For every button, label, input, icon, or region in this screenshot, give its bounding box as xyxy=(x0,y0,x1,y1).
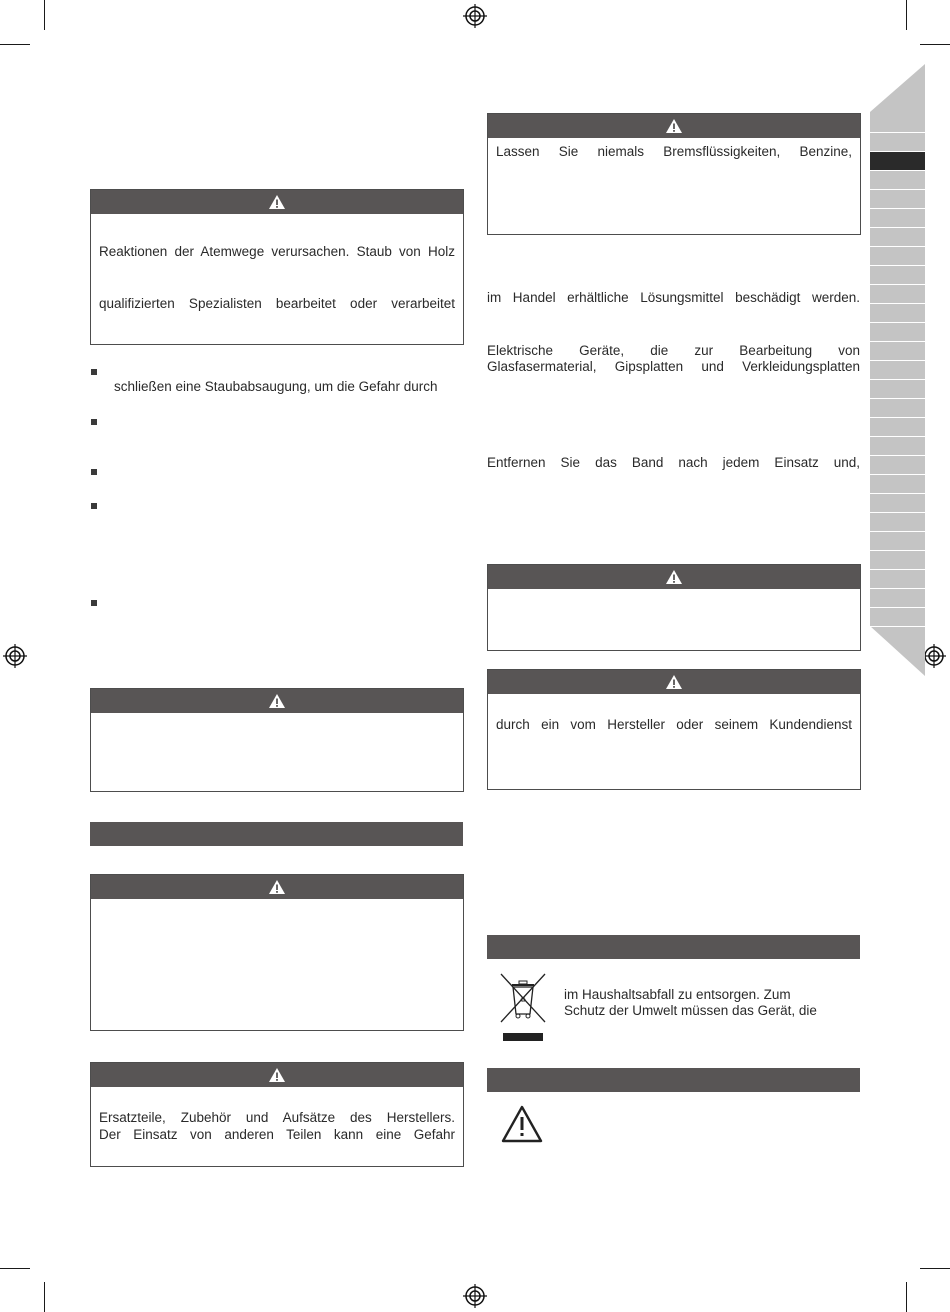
side-tab[interactable] xyxy=(870,475,925,494)
warning-header xyxy=(91,689,463,713)
body-paragraph xyxy=(487,343,860,375)
disposal-text-line: im Haushaltsabfall zu entsorgen. Zum xyxy=(564,987,791,1002)
side-tab[interactable] xyxy=(870,570,925,589)
bullet-text: schließen eine Staubabsaugung, um die Gefahr durch xyxy=(114,379,438,394)
warning-triangle-icon xyxy=(268,693,286,709)
side-tab[interactable] xyxy=(870,399,925,418)
crossed-bin-icon xyxy=(497,970,549,1044)
side-tab[interactable] xyxy=(870,456,925,475)
warning-body xyxy=(488,143,860,160)
body-paragraph: Entfernen Sie das Band nach jedem Einsatz und, xyxy=(487,455,860,470)
warning-text-line: qualifizierten Spezialisten bearbeitet oder verarbeitet xyxy=(99,296,455,311)
side-tab[interactable] xyxy=(870,285,925,304)
side-tab[interactable] xyxy=(870,304,925,323)
warning-triangle-icon xyxy=(268,879,286,895)
crop-mark xyxy=(0,1268,30,1269)
warning-body xyxy=(488,716,860,733)
side-tab[interactable] xyxy=(870,228,925,247)
warning-box xyxy=(90,688,464,792)
side-tab[interactable] xyxy=(870,247,925,266)
warning-box xyxy=(487,669,861,790)
side-tab[interactable] xyxy=(870,589,925,608)
registration-mark-icon xyxy=(922,644,946,668)
warning-triangle-icon xyxy=(665,569,683,585)
side-tab-bottom-arrow xyxy=(870,626,925,676)
warning-text-line: Reaktionen der Atemwege verursachen. Staub von Holz xyxy=(99,244,455,259)
warning-body xyxy=(91,1109,463,1143)
side-tab[interactable] xyxy=(870,114,925,133)
side-tab-active[interactable] xyxy=(870,152,925,171)
crop-mark xyxy=(44,0,45,30)
crop-mark xyxy=(0,44,30,45)
side-tab[interactable] xyxy=(870,190,925,209)
bullet-marker xyxy=(91,600,97,606)
side-tab[interactable] xyxy=(870,209,925,228)
warning-header xyxy=(488,565,860,589)
warning-box xyxy=(90,1062,464,1167)
bullet-marker xyxy=(91,419,97,425)
side-tab[interactable] xyxy=(870,266,925,285)
side-tab[interactable] xyxy=(870,608,925,627)
side-tab[interactable] xyxy=(870,133,925,152)
warning-header xyxy=(91,190,463,214)
bullet-marker xyxy=(91,369,97,375)
side-tab[interactable] xyxy=(870,437,925,456)
side-tab-top-arrow xyxy=(870,64,925,114)
registration-mark-icon xyxy=(463,4,487,28)
bullet-marker xyxy=(91,503,97,509)
svg-text:♻: ♻ xyxy=(519,996,527,1004)
disposal-text-line: Schutz der Umwelt müssen das Gerät, die xyxy=(564,1003,817,1018)
crop-mark xyxy=(906,0,907,30)
warning-box xyxy=(90,874,464,1031)
warning-text-line: Der Einsatz von anderen Teilen kann eine Gefahr xyxy=(99,1127,455,1142)
section-header-bar xyxy=(90,822,463,846)
warning-text-line: Ersatzteile, Zubehör und Aufsätze des Herstellers. xyxy=(99,1110,455,1125)
warning-box xyxy=(487,113,861,235)
crop-mark xyxy=(44,1282,45,1312)
warning-triangle-icon xyxy=(665,674,683,690)
warning-header xyxy=(91,1063,463,1087)
warning-triangle-icon xyxy=(500,1104,544,1144)
side-tab[interactable] xyxy=(870,323,925,342)
warning-triangle-icon xyxy=(665,118,683,134)
side-tab[interactable] xyxy=(870,513,925,532)
section-header-bar xyxy=(487,935,860,959)
registration-mark-icon xyxy=(3,644,27,668)
crop-mark xyxy=(920,1268,950,1269)
warning-header xyxy=(91,875,463,899)
side-tab[interactable] xyxy=(870,551,925,570)
warning-header xyxy=(488,114,860,138)
side-tab[interactable] xyxy=(870,380,925,399)
crop-mark xyxy=(920,44,950,45)
warning-triangle-icon xyxy=(268,194,286,210)
side-tab[interactable] xyxy=(870,361,925,380)
body-paragraph: im Handel erhältliche Lösungsmittel beschädigt werden. xyxy=(487,290,860,305)
section-header-bar xyxy=(487,1068,860,1092)
warning-triangle-icon xyxy=(268,1067,286,1083)
side-tab[interactable] xyxy=(870,418,925,437)
side-tab[interactable] xyxy=(870,171,925,190)
warning-body xyxy=(91,243,463,312)
warning-header xyxy=(488,670,860,694)
paragraph-line: Glasfasermaterial, Gipsplatten und Verkleidungsplatten xyxy=(487,359,860,374)
warning-box xyxy=(90,189,464,345)
side-tab[interactable] xyxy=(870,494,925,513)
bullet-marker xyxy=(91,469,97,475)
paragraph-line: Elektrische Geräte, die zur Bearbeitung von xyxy=(487,343,860,358)
disposal-text xyxy=(564,987,864,1019)
warning-text-line: durch ein vom Hersteller oder seinem Kundendienst xyxy=(496,717,852,732)
crop-mark xyxy=(906,1282,907,1312)
side-tab[interactable] xyxy=(870,532,925,551)
warning-text-line: Lassen Sie niemals Bremsflüssigkeiten, Benzine, xyxy=(496,144,852,159)
registration-mark-icon xyxy=(463,1284,487,1308)
side-tab[interactable] xyxy=(870,342,925,361)
warning-box xyxy=(487,564,861,651)
